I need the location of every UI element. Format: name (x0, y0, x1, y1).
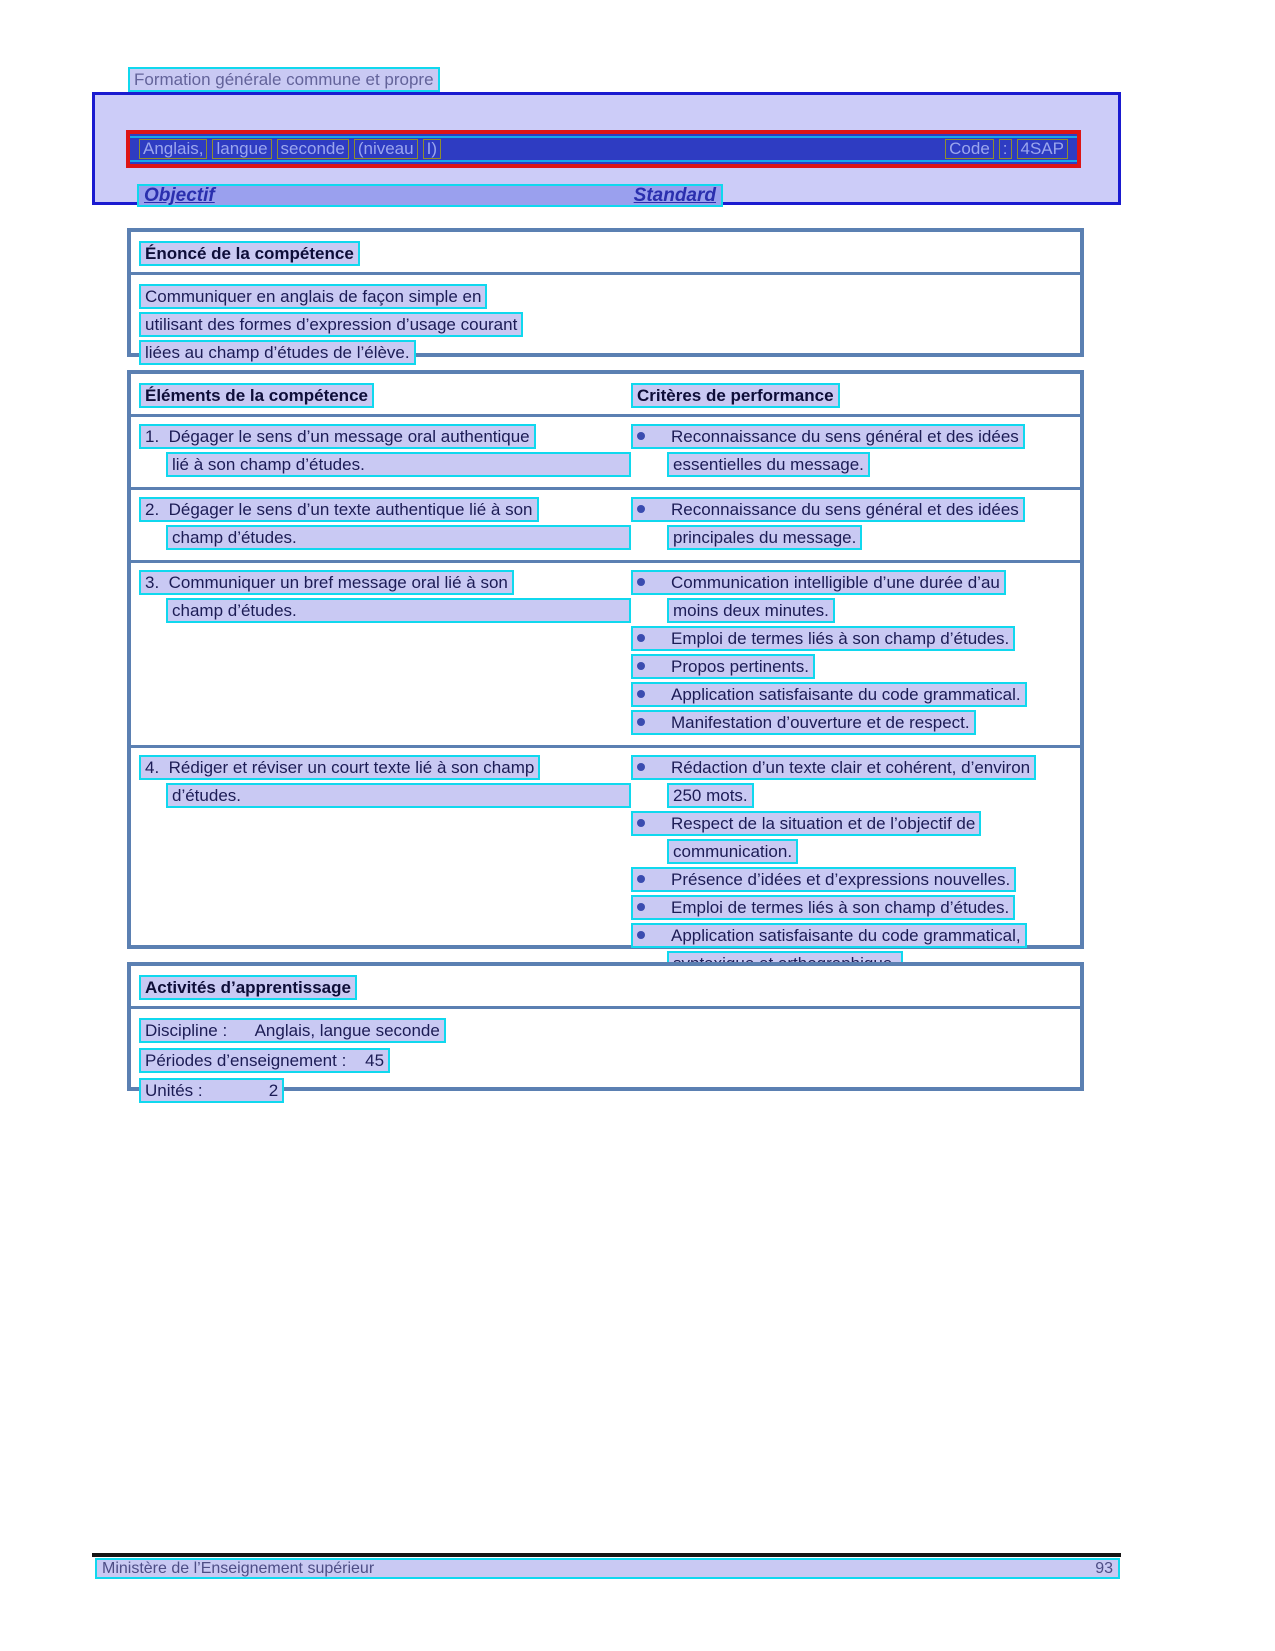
course-title-word: I) (423, 139, 441, 159)
objectif-label: Objectif (144, 185, 215, 206)
criteria-item (631, 626, 1072, 651)
competence-table (127, 370, 1084, 949)
running-header-text: Formation générale commune et propre (128, 67, 440, 92)
elements-header: Éléments de la compétence (139, 383, 374, 408)
enonce-title: Énoncé de la compétence (139, 241, 360, 266)
course-code (945, 139, 1068, 159)
bullet-icon (637, 903, 645, 911)
criteria-line (631, 923, 1027, 948)
course-code-label: Code (945, 139, 994, 159)
criteria-text: Communication intelligible d’une durée d’au (671, 573, 1000, 592)
running-header (128, 67, 440, 92)
criteria-text: Reconnaissance du sens général et des idées (671, 427, 1019, 446)
table-header-left-cell (139, 383, 631, 408)
criteria-item (631, 424, 1072, 477)
criteria-text-cont: moins deux minutes. (667, 598, 835, 623)
element-text: 3. Communiquer un bref message oral lié à son (139, 570, 514, 595)
criteria-line (631, 755, 1036, 780)
criteria-item (631, 811, 1072, 864)
bullet-icon (637, 875, 645, 883)
course-code-value: 4SAP (1017, 139, 1068, 159)
element-text-cont: champ d’études. (166, 525, 631, 550)
criteria-text: Reconnaissance du sens général et des idées (671, 500, 1019, 519)
course-title-word: (niveau (354, 139, 418, 159)
course-title-word: langue (212, 139, 271, 159)
table-row (131, 563, 1080, 748)
bullet-icon (637, 578, 645, 586)
criteria-line (631, 497, 1025, 522)
criteria-line (631, 424, 1025, 449)
bullet-icon (637, 718, 645, 726)
course-title-word: seconde (277, 139, 349, 159)
standard-label: Standard (633, 185, 716, 206)
criteria-line (631, 682, 1027, 707)
criteria-line (631, 570, 1006, 595)
element-cell (139, 570, 631, 738)
criteria-text: Application satisfaisante du code grammatical. (671, 685, 1021, 704)
footer-rule (92, 1553, 1121, 1557)
criteria-line (631, 710, 976, 735)
bullet-icon (637, 634, 645, 642)
unites-line: Unités : 2 (139, 1078, 284, 1103)
criteria-item (631, 895, 1072, 920)
element-text-cont: champ d’études. (166, 598, 631, 623)
element-cell (139, 424, 631, 480)
course-title-word: Anglais, (139, 139, 207, 159)
criteria-line (631, 626, 1015, 651)
element-text: 1. Dégager le sens d’un message oral authentique (139, 424, 536, 449)
criteria-text: Rédaction d’un texte clair et cohérent, d’environ (671, 758, 1031, 777)
bullet-icon (637, 690, 645, 698)
criteria-text: Emploi de termes liés à son champ d’études. (671, 629, 1010, 648)
criteria-text: Emploi de termes liés à son champ d’études. (671, 898, 1010, 917)
enonce-line: utilisant des formes d’expression d’usage courant (139, 312, 523, 337)
criteria-item (631, 710, 1072, 735)
table-header (131, 374, 1080, 417)
criteria-text: Propos pertinents. (671, 657, 809, 676)
criteria-text: Présence d’idées et d’expressions nouvelles. (671, 870, 1011, 889)
periodes-line: Périodes d’enseignement : 45 (139, 1048, 390, 1073)
bullet-icon (637, 432, 645, 440)
footer-page-number: 93 (1095, 1559, 1113, 1577)
criteria-text: Manifestation d’ouverture et de respect. (671, 713, 970, 732)
criteria-item (631, 682, 1072, 707)
course-title (139, 139, 441, 159)
criteria-cell (631, 424, 1072, 480)
activites-header (131, 966, 1080, 1009)
criteria-line (631, 654, 815, 679)
activites-box (127, 962, 1084, 1100)
objectif-standard-band (137, 184, 723, 207)
criteria-line (631, 895, 1015, 920)
criteria-cell (631, 497, 1072, 553)
criteria-text-cont: essentielles du message. (667, 452, 870, 477)
footer-ministry: Ministère de l’Enseignement supérieur (102, 1559, 375, 1577)
enonce-header (131, 232, 1080, 275)
criteria-text-cont: 250 mots. (667, 783, 754, 808)
element-cell (139, 497, 631, 553)
page-footer (95, 1558, 1120, 1579)
bullet-icon (637, 763, 645, 771)
criteria-line (631, 811, 981, 836)
criteria-item (631, 570, 1072, 623)
element-text-cont: d’études. (166, 783, 631, 808)
criteres-header: Critères de performance (631, 383, 840, 408)
criteria-item (631, 755, 1072, 808)
course-code-colon: : (999, 139, 1012, 159)
enonce-body (131, 275, 1080, 374)
bullet-icon (637, 931, 645, 939)
course-title-bar-inner (130, 136, 1077, 162)
criteria-cell (631, 570, 1072, 738)
criteria-item (631, 867, 1072, 892)
criteria-text-cont: principales du message. (667, 525, 862, 550)
bullet-icon (637, 505, 645, 513)
activites-body (131, 1009, 1080, 1114)
criteria-item (631, 654, 1072, 679)
enonce-line: liées au champ d’études de l’élève. (139, 340, 416, 365)
table-row (131, 490, 1080, 563)
enonce-line: Communiquer en anglais de façon simple en (139, 284, 487, 309)
criteria-item (631, 497, 1072, 550)
criteria-text: Application satisfaisante du code grammatical, (671, 926, 1021, 945)
element-text: 4. Rédiger et réviser un court texte lié à son champ (139, 755, 540, 780)
table-header-right-cell (631, 383, 840, 408)
element-text: 2. Dégager le sens d’un texte authentique lié à son (139, 497, 539, 522)
activites-title: Activités d’apprentissage (139, 975, 357, 1000)
discipline-line: Discipline : Anglais, langue seconde (139, 1018, 446, 1043)
enonce-box (127, 228, 1084, 362)
criteria-line (631, 867, 1016, 892)
table-row (131, 417, 1080, 490)
criteria-text: Respect de la situation et de l’objectif de (671, 814, 976, 833)
element-text-cont: lié à son champ d’études. (166, 452, 631, 477)
bullet-icon (637, 662, 645, 670)
criteria-text-cont: communication. (667, 839, 798, 864)
bullet-icon (637, 819, 645, 827)
course-title-bar (126, 130, 1081, 168)
